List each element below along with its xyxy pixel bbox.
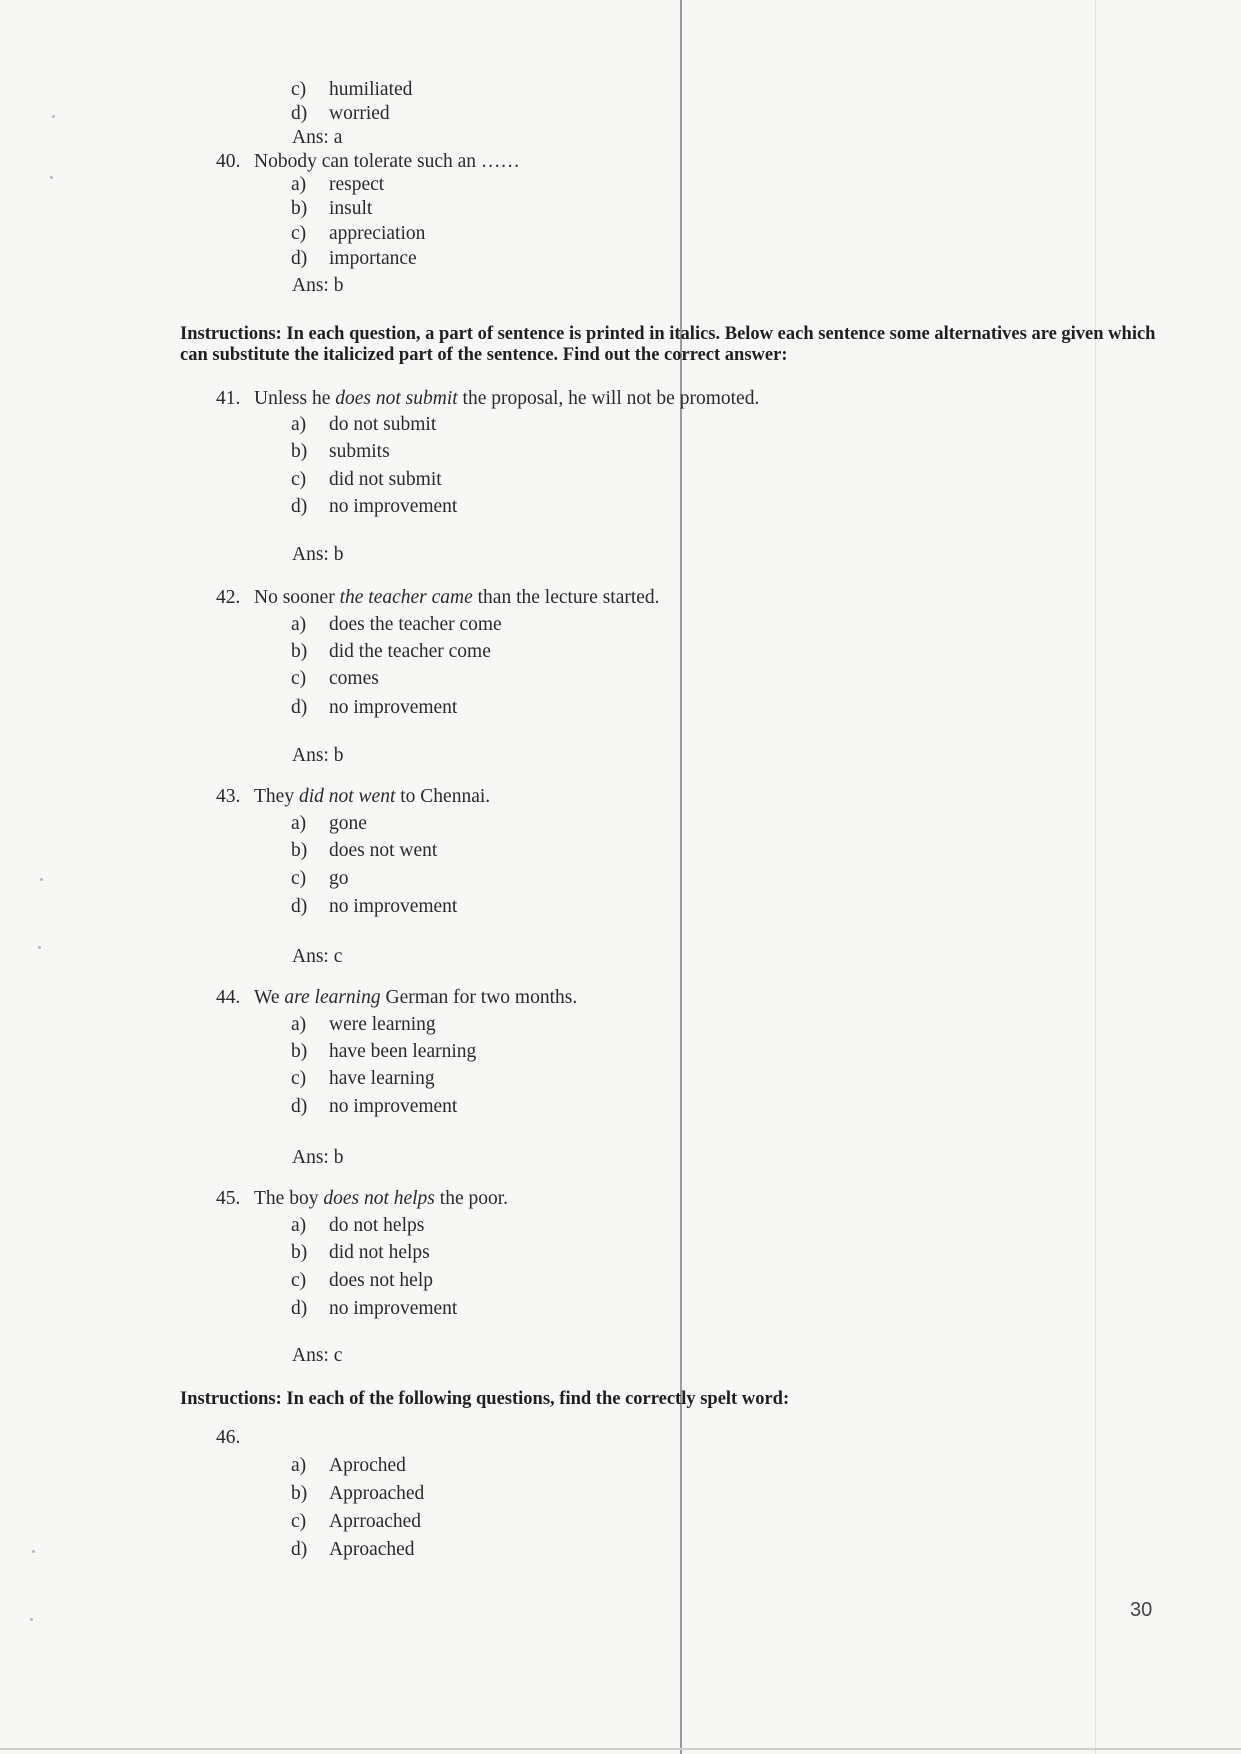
scan-speck: [30, 1618, 33, 1621]
option-b: b) did not helps: [291, 1242, 430, 1263]
option-c: c) did not submit: [291, 469, 442, 490]
option-d: d) Aproached: [291, 1539, 415, 1560]
option-c: c) appreciation: [291, 223, 426, 244]
italicized-part: the teacher came: [339, 587, 473, 608]
italicized-part: does not helps: [323, 1188, 435, 1209]
answer: Ans: a: [292, 127, 343, 148]
option-a: a) do not submit: [291, 414, 437, 435]
option-b: b) did the teacher come: [291, 641, 491, 662]
answer: Ans: b: [292, 544, 344, 565]
scan-fold-line: [680, 0, 682, 1754]
option-c: c) Aprroached: [291, 1511, 422, 1532]
option-b: b) submits: [291, 441, 390, 462]
page-number: 30: [1130, 1599, 1153, 1621]
italicized-part: are learning: [284, 987, 381, 1008]
scan-speck: [50, 176, 53, 179]
option-b: b) Approached: [291, 1483, 425, 1504]
option-c: c) does not help: [291, 1270, 433, 1291]
scan-speck: [40, 878, 43, 881]
option-a: a) gone: [291, 813, 367, 834]
answer: Ans: b: [292, 745, 344, 766]
option-d: d) no improvement: [291, 1096, 458, 1117]
italicized-part: did not went: [298, 786, 396, 807]
scan-speck: [52, 115, 55, 118]
option-d: d) importance: [291, 248, 417, 269]
question-text: 40. Nobody can tolerate such an ……: [216, 151, 520, 172]
option-a: a) Aproched: [291, 1455, 406, 1476]
option-d: d) no improvement: [291, 697, 458, 718]
question-text: 43. They did not went to Chennai.: [216, 786, 491, 807]
question-text: 42. No sooner the teacher came than the lecture started.: [216, 587, 660, 608]
option-b: b) insult: [291, 198, 373, 219]
option-c: c) comes: [291, 668, 379, 689]
option-d: d) no improvement: [291, 896, 458, 917]
scan-speck: [32, 1550, 35, 1553]
answer: Ans: c: [292, 946, 343, 967]
instructions-italics: Instructions: In each question, a part of sentence is printed in italics. Below each sentence some alternatives are given which can substitute the italicized part of the sentence. Find out the correct answer:: [180, 324, 1156, 365]
italicized-part: does not submit: [335, 388, 458, 409]
option-a: a) were learning: [291, 1014, 436, 1035]
scan-edge-line: [1095, 0, 1096, 1754]
question-text: 41. Unless he does not submit the proposal, he will not be promoted.: [216, 388, 760, 409]
answer: Ans: b: [292, 275, 344, 296]
option-d: d) no improvement: [291, 496, 458, 517]
question-text: 45. The boy does not helps the poor.: [216, 1188, 509, 1209]
scan-bottom-edge: [0, 1748, 1241, 1750]
option-c: c) humiliated: [291, 79, 413, 100]
option-c: c) go: [291, 868, 349, 889]
option-d: d) worried: [291, 103, 390, 124]
question-text: 44. We are learning German for two months.: [216, 987, 578, 1008]
option-a: a) does the teacher come: [291, 614, 502, 635]
question-number: 46.: [216, 1427, 241, 1448]
option-b: b) does not went: [291, 840, 438, 861]
option-a: a) do not helps: [291, 1215, 425, 1236]
scan-speck: [38, 946, 41, 949]
option-c: c) have learning: [291, 1068, 435, 1089]
answer: Ans: b: [292, 1147, 344, 1168]
option-d: d) no improvement: [291, 1298, 458, 1319]
option-b: b) have been learning: [291, 1041, 477, 1062]
answer: Ans: c: [292, 1345, 343, 1366]
option-a: a) respect: [291, 174, 385, 195]
instructions-spelling: Instructions: In each of the following questions, find the correctly spelt word:: [180, 1389, 790, 1409]
